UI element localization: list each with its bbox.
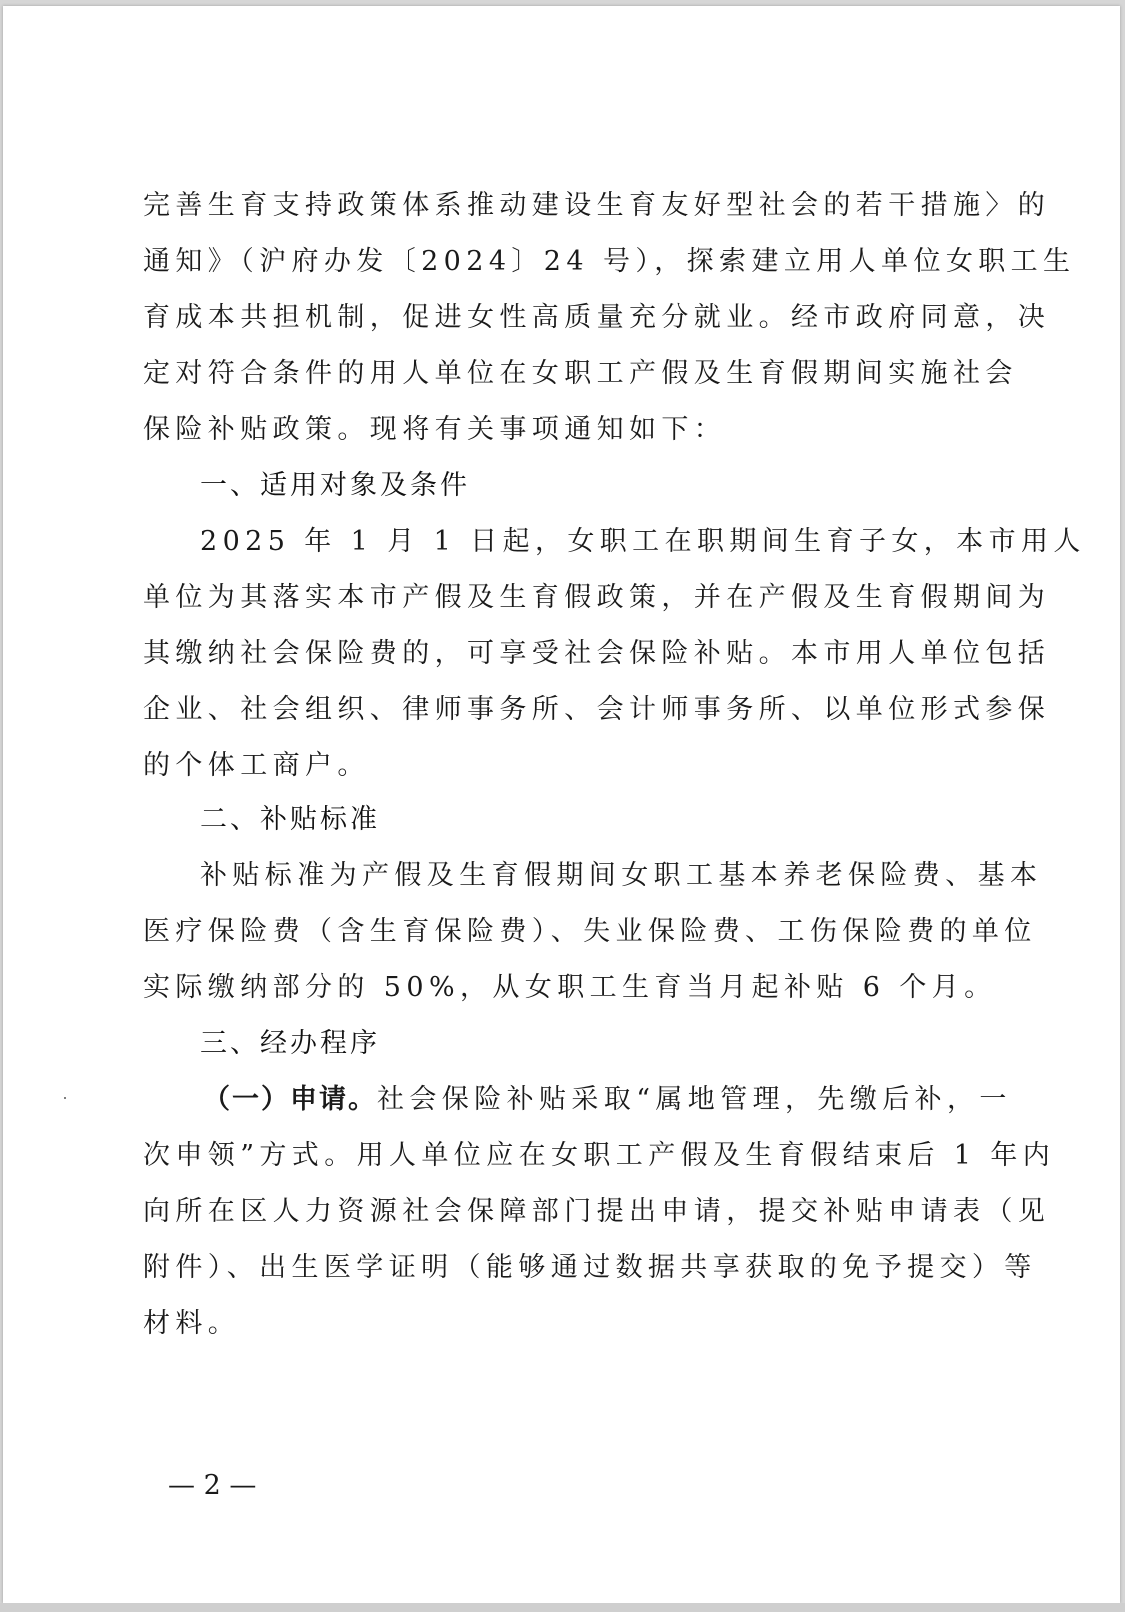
section3-heading: 三、经办程序 [200, 1028, 380, 1059]
intro-line-1: 完善生育支持政策体系推动建设生育友好型社会的若干措施〉的 [143, 190, 1051, 221]
section1-line-1: 2025 年 1 月 1 日起，女职工在职期间生育子女，本市用人 [200, 526, 1086, 557]
intro-line-5: 保险补贴政策。现将有关事项通知如下： [143, 414, 727, 445]
intro-line-3: 育成本共担机制，促进女性高质量充分就业。经市政府同意，决 [143, 302, 1051, 333]
intro-line-4: 定对符合条件的用人单位在女职工产假及生育假期间实施社会 [143, 358, 1018, 389]
section1-line-5: 的个体工商户。 [143, 750, 370, 781]
section1-heading: 一、适用对象及条件 [200, 470, 470, 501]
section3-line-3: 向所在区人力资源社会保障部门提出申请，提交补贴申请表（见 [143, 1196, 1051, 1227]
section2-heading: 二、补贴标准 [200, 804, 380, 835]
section1-line-4: 企业、社会组织、律师事务所、会计师事务所、以单位形式参保 [143, 694, 1051, 725]
section2-line-3: 实际缴纳部分的 50%，从女职工生育当月起补贴 6 个月。 [143, 972, 997, 1003]
section1-line-3: 其缴纳社会保险费的，可享受社会保险补贴。本市用人单位包括 [143, 638, 1051, 669]
section3-line-2: 次申领”方式。用人单位应在女职工产假及生育假结束后 1 年内 [143, 1140, 1056, 1171]
section3-sub1-line-1 [203, 1080, 1012, 1120]
viewer-bottom-strip [0, 1603, 1125, 1612]
section2-line-1: 补贴标准为产假及生育假期间女职工基本养老保险费、基本 [200, 860, 1043, 891]
intro-line-2: 通知》（沪府办发〔2024〕24 号），探索建立用人单位女职工生 [143, 246, 1076, 277]
section3-line-5: 材料。 [143, 1308, 241, 1339]
section2-line-2: 医疗保险费（含生育保险费）、失业保险费、工伤保险费的单位 [143, 916, 1037, 947]
section1-line-2: 单位为其落实本市产假及生育假政策，并在产假及生育假期间为 [143, 582, 1051, 613]
scan-speck [64, 1097, 66, 1099]
section3-line-4: 附件）、出生医学证明（能够通过数据共享获取的免予提交）等 [143, 1252, 1037, 1283]
page-number: — 2 — [168, 1470, 257, 1501]
section3-sub1-label: （一）申请。 [203, 1084, 377, 1115]
section3-sub1-text: 社会保险补贴采取“属地管理，先缴后补，一 [377, 1084, 1012, 1115]
